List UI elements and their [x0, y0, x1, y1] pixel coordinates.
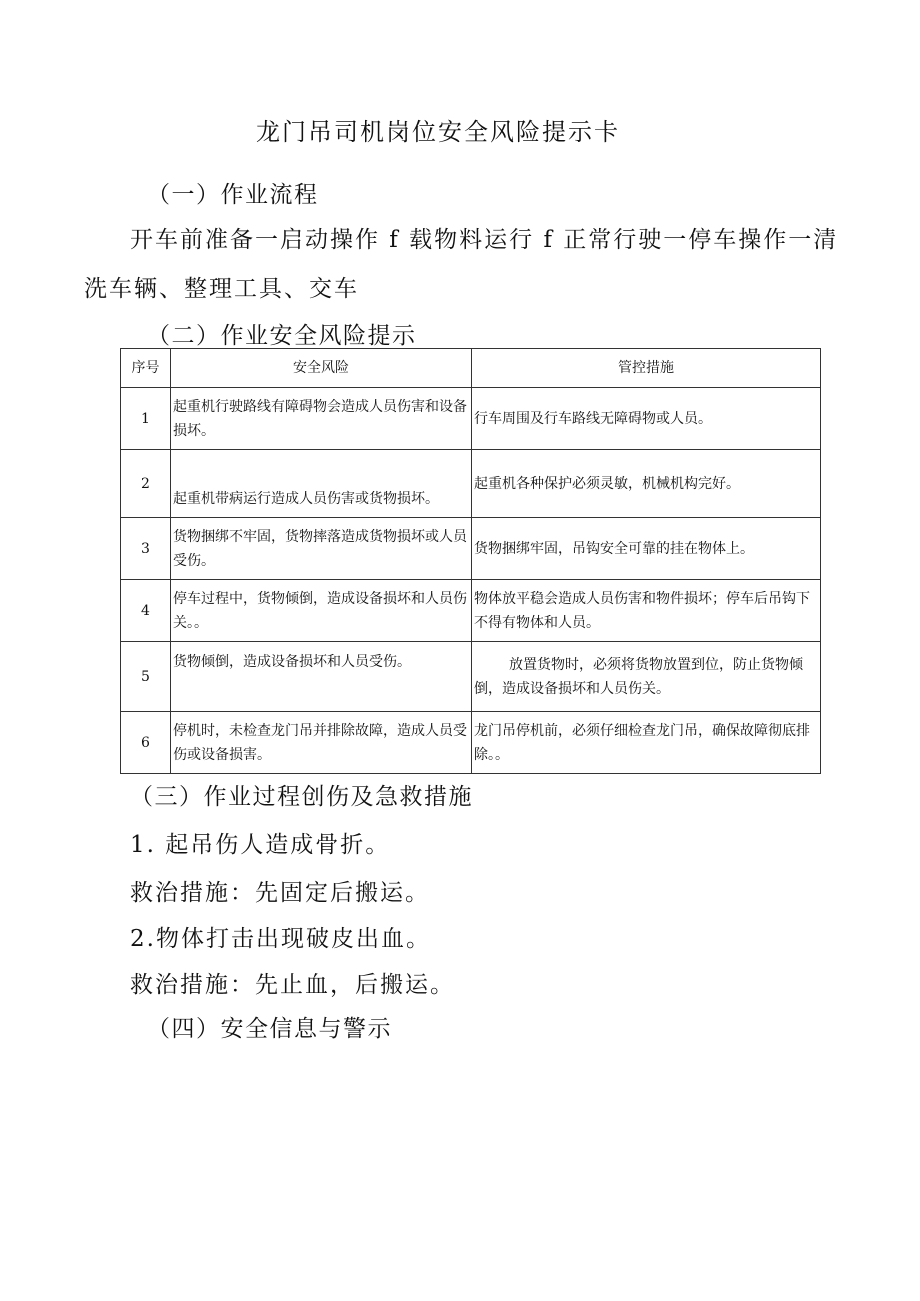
table-row — [121, 712, 821, 774]
injury-item-2: 2.物体打击出现破皮出血。 — [130, 926, 431, 952]
section-4-heading: （四）安全信息与警示 — [147, 1016, 392, 1042]
section-1-heading: （一）作业流程 — [147, 182, 319, 208]
row-risk: 货物捆绑不牢固，货物摔落造成货物损坏或人员受伤。 — [171, 518, 472, 580]
section-3-heading: （三）作业过程创伤及急救措施 — [130, 784, 473, 810]
row-risk: 起重机行驶路线有障碍物会造成人员伤害和设备损坏。 — [171, 388, 472, 450]
injury-item-2-measure: 救治措施：先止血，后搬运。 — [130, 972, 455, 998]
row-no: 2 — [121, 450, 171, 518]
row-measure: 行车周围及行车路线无障碍物或人员。 — [472, 388, 821, 450]
row-no: 1 — [121, 388, 171, 450]
table-row — [121, 580, 821, 642]
injury-item-1: 1. 起吊伤人造成骨折。 — [130, 832, 391, 858]
row-measure: 起重机各种保护必须灵敏，机械机构完好。 — [472, 450, 821, 518]
row-measure: 货物捆绑牢固，吊钩安全可靠的挂在物体上。 — [472, 518, 821, 580]
header-no: 序号 — [121, 349, 171, 388]
table-row — [121, 642, 821, 712]
row-no: 6 — [121, 712, 171, 774]
row-risk: 停车过程中，货物倾倒，造成设备损坏和人员伤关。。 — [171, 580, 472, 642]
row-measure: 龙门吊停机前，必须仔细检查龙门吊，确保故障彻底排除。。 — [472, 712, 821, 774]
header-measure: 管控措施 — [472, 349, 821, 388]
row-risk: 货物倾倒，造成设备损坏和人员受伤。 — [171, 642, 472, 712]
document-title: 龙门吊司机岗位安全风险提示卡 — [256, 118, 620, 146]
table-header-row — [121, 349, 821, 388]
workflow-line-1: 开车前准备一启动操作 f 载物料运行 f 正常行驶一停车操作一清 — [130, 227, 839, 253]
table-row — [121, 450, 821, 518]
row-risk: 起重机带病运行造成人员伤害或货物损坏。 — [171, 450, 472, 518]
row-measure: 物体放平稳会造成人员伤害和物件损坏；停车后吊钩下不得有物体和人员。 — [472, 580, 821, 642]
injury-item-1-measure: 救治措施：先固定后搬运。 — [130, 880, 430, 906]
section-2-heading: （二）作业安全风险提示 — [147, 323, 417, 349]
row-measure: 放置货物时，必须将货物放置到位，防止货物倾倒，造成设备损坏和人员伤关。 — [472, 642, 821, 712]
workflow-line-2: 洗车辆、整理工具、交车 — [84, 276, 359, 302]
row-no: 3 — [121, 518, 171, 580]
row-risk: 停机时，未检查龙门吊并排除故障，造成人员受伤或设备损害。 — [171, 712, 472, 774]
table-row — [121, 388, 821, 450]
row-no: 4 — [121, 580, 171, 642]
row-no: 5 — [121, 642, 171, 712]
table-row — [121, 518, 821, 580]
risk-table — [120, 348, 821, 774]
header-risk: 安全风险 — [171, 349, 472, 388]
